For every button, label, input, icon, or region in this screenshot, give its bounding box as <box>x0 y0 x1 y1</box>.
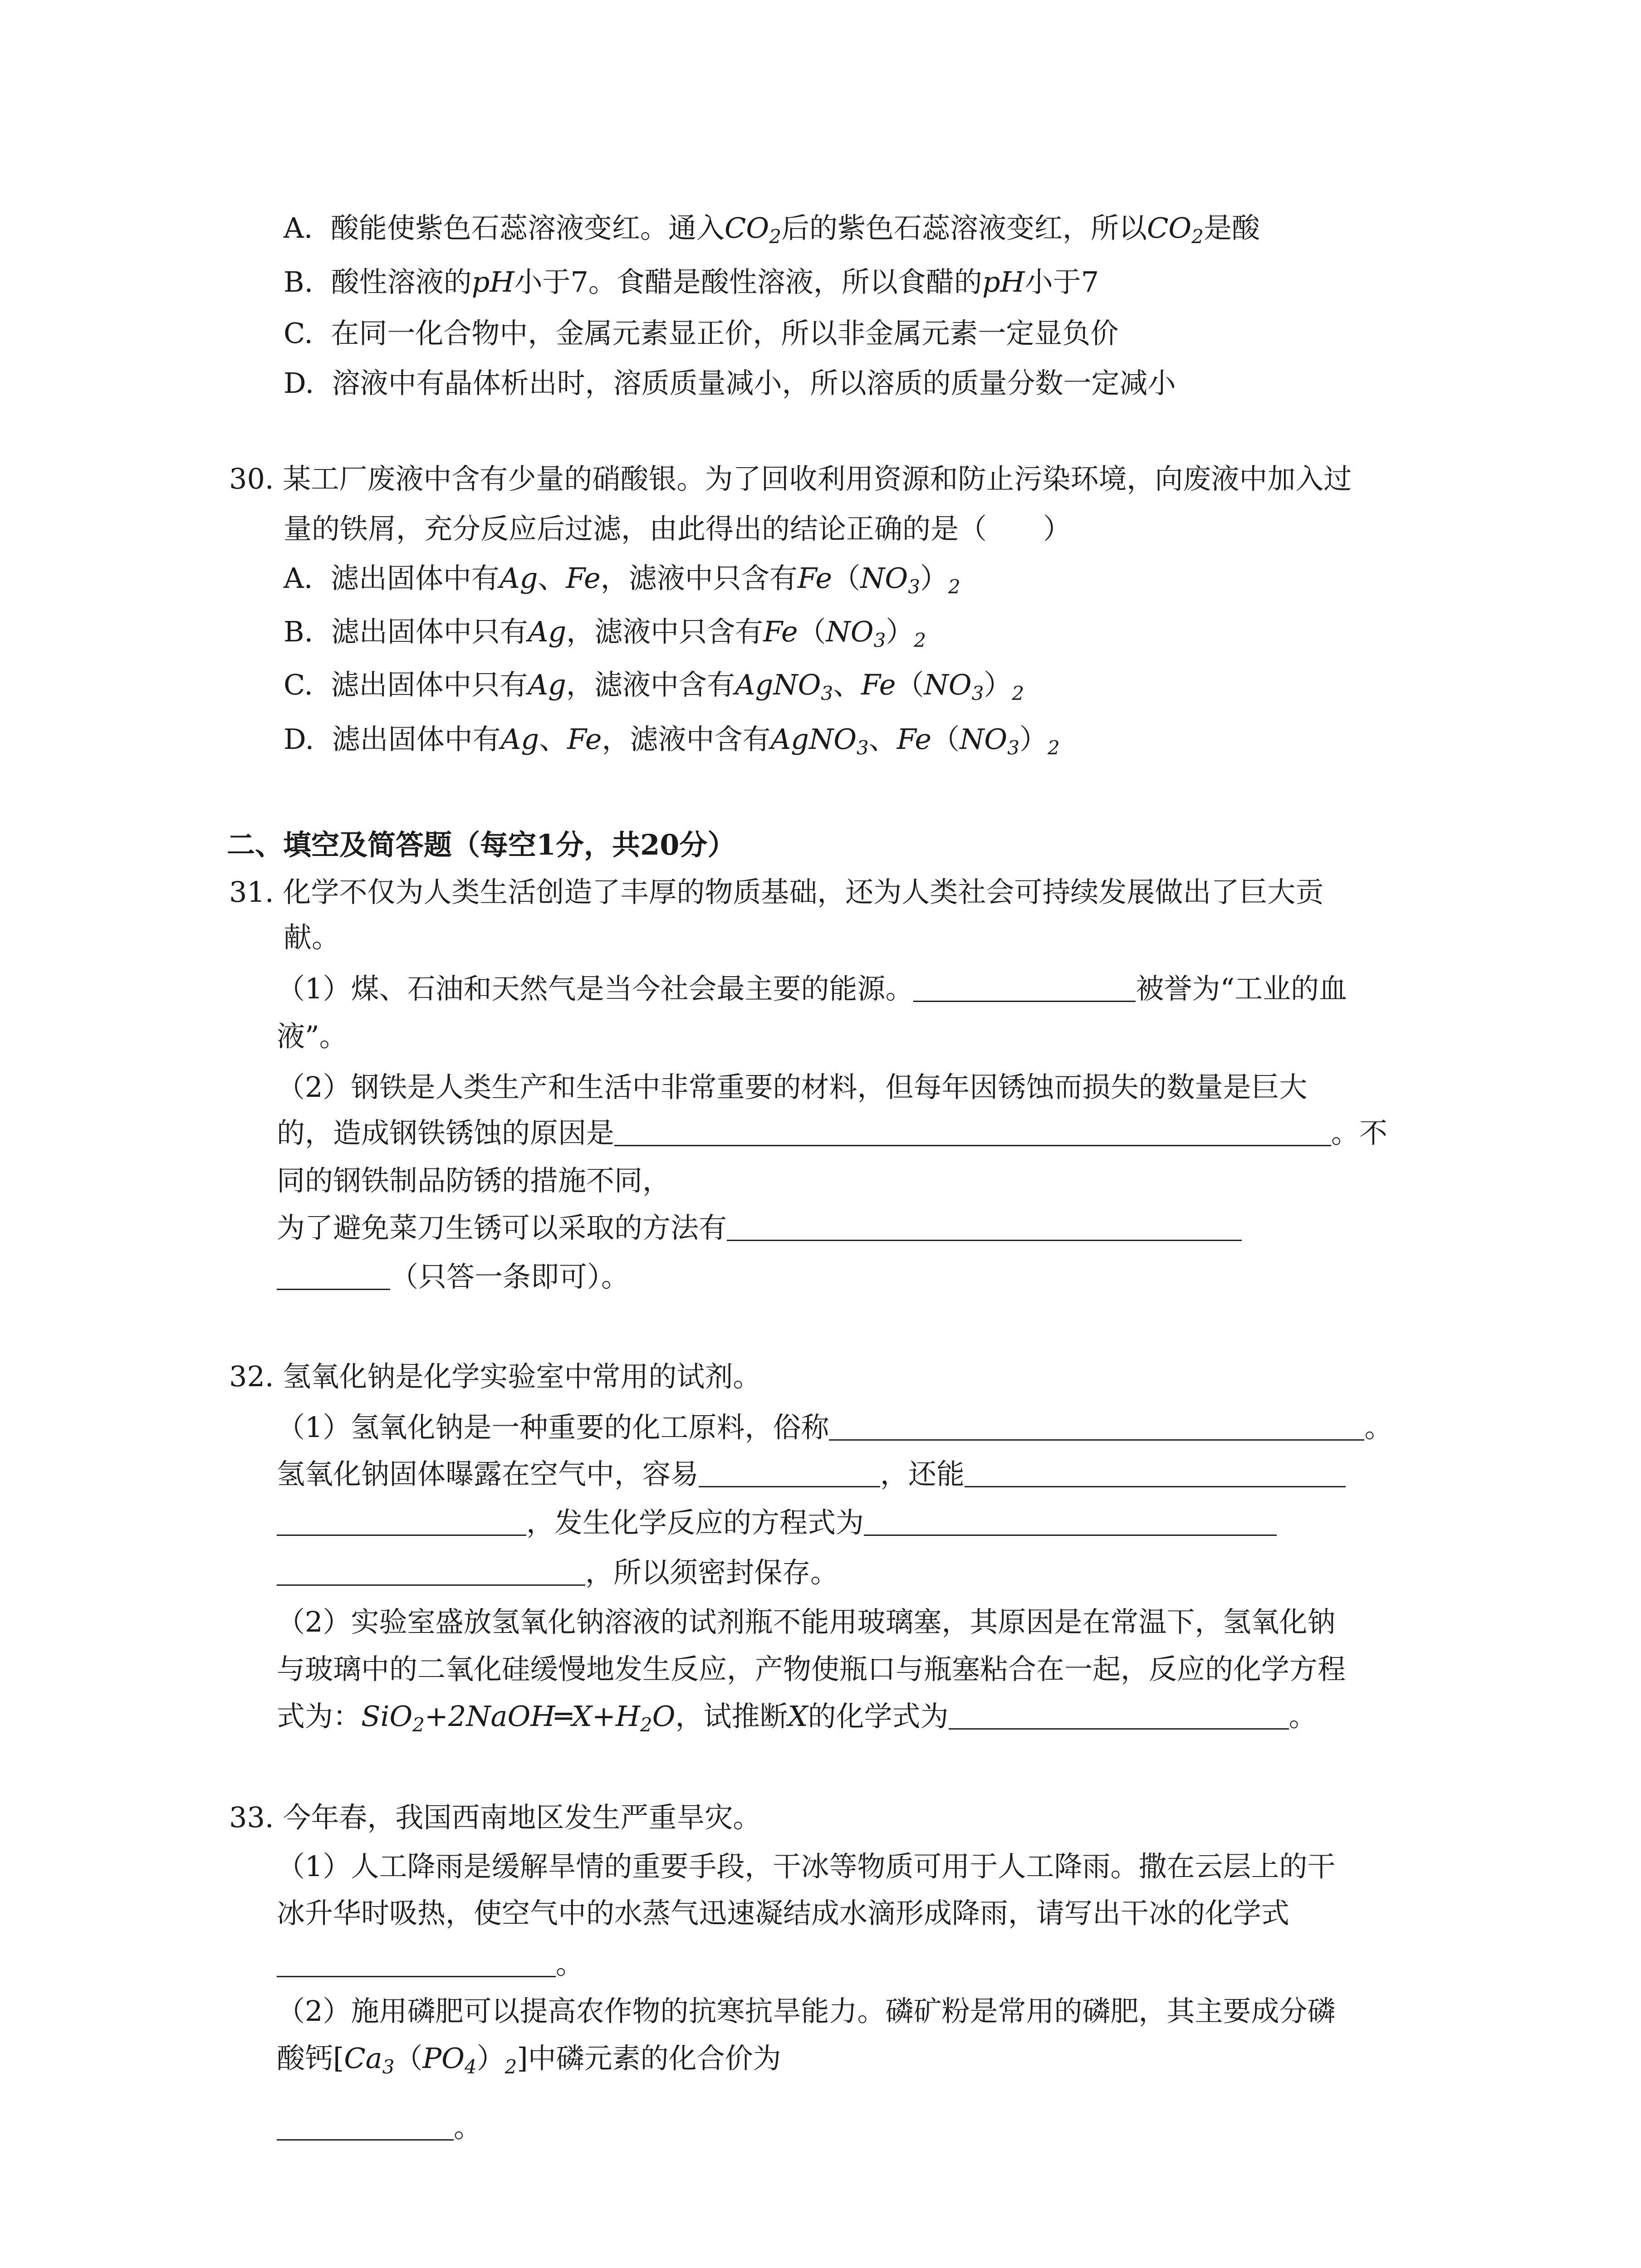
q32-part1-line1: （1）氢氧化钠是一种重要的化工原料，俗称 。 <box>277 1411 1393 1444</box>
q31-part1-line2: 液”。 <box>277 1020 348 1053</box>
q30-stem-line2: 量的铁屑，充分反应后过滤，由此得出的结论正确的是（ ） <box>284 512 1072 545</box>
q32-blank-5[interactable] <box>949 1700 1289 1730</box>
q32-blank-4a[interactable] <box>864 1506 1277 1536</box>
q30-option-b: B. 滤出固体中只有Ag，滤液中只含有$Fe(NO_3)_2$ <box>284 615 926 651</box>
q33-part1-line2: 冰升华时吸热，使空气中的水蒸气迅速凝结成水滴形成降雨，请写出干冰的化学式 <box>277 1897 1290 1930</box>
q33-stem: 33. 今年春，我国西南地区发生严重旱灾。 <box>229 1801 761 1834</box>
section-2-title: 二、填空及简答题（每空1分，共20分） <box>227 828 736 861</box>
q32-blank-3b[interactable] <box>277 1506 526 1536</box>
q30-option-a: A. 滤出固体中有Ag、Fe，滤液中只含有$Fe(NO_3)_2$ <box>284 562 960 598</box>
q33-blank-1[interactable] <box>277 1948 556 1977</box>
q32-blank-1[interactable] <box>829 1411 1364 1441</box>
q33-part2-line1: （2）施用磷肥可以提高农作物的抗寒抗旱能力。磷矿粉是常用的磷肥，其主要成分磷 <box>277 1994 1336 2028</box>
q32-blank-3a[interactable] <box>965 1458 1346 1487</box>
q31-blank-3b[interactable] <box>277 1261 390 1290</box>
q33-part1-line1: （1）人工降雨是缓解旱情的重要手段，干冰等物质可用于人工降雨。撒在云层上的干 <box>277 1850 1336 1883</box>
q30-option-d: D. 滤出固体中有Ag、Fe，滤液中含有AgNO$_3$、$Fe(NO_3)_2$ <box>284 723 1060 759</box>
q29-option-c: C. 在同一化合物中，金属元素显正价，所以非金属元素一定显负价 <box>284 317 1119 350</box>
q31-part2-line4: 为了避免菜刀生锈可以采取的方法有 <box>277 1210 1242 1246</box>
q32-blank-2[interactable] <box>699 1458 880 1487</box>
q31-stem-line2: 献。 <box>284 921 340 954</box>
q31-blank-1[interactable] <box>913 973 1136 1002</box>
q33-number: 33. <box>229 1801 274 1834</box>
q30-stem-line1: 30. 某工厂废液中含有少量的硝酸银。为了回收利用资源和防止污染环境，向废液中加入过 <box>229 462 1352 495</box>
q29-option-a: A. 酸能使紫色石蕊溶液变红。通入$CO_2$后的紫色石蕊溶液变红，所以$CO_2$是酸 <box>284 211 1260 248</box>
q32-part2-line3: 式为：$SiO_2+2NaOH═X+H_2O$，试推断X的化学式为 。 <box>277 1700 1317 1736</box>
q31-part2-line1: （2）钢铁是人类生产和生活中非常重要的材料，但每年因锈蚀而损失的数量是巨大 <box>277 1070 1308 1104</box>
q31-part2-line5: （只答一条即可）。 <box>277 1259 629 1295</box>
q31-stem-line1: 31. 化学不仅为人类生活创造了丰厚的物质基础，还为人类社会可持续发展做出了巨大贡 <box>229 875 1324 909</box>
q31-part2-line2: 的，造成钢铁锈蚀的原因是 。不 <box>277 1116 1388 1149</box>
q31-blank-2[interactable] <box>614 1117 1331 1146</box>
q30-option-c: C. 滤出固体中只有Ag，滤液中含有AgNO$_3$、$Fe(NO_3)_2$ <box>284 668 1024 704</box>
q32-blank-4b[interactable] <box>277 1556 585 1586</box>
q32-part2-line2: 与玻璃中的二氧化硅缓慢地发生反应，产物使瓶口与瓶塞粘合在一起，反应的化学方程 <box>277 1652 1346 1686</box>
q29-option-d: D. 溶液中有晶体析出时，溶质质量减小，所以溶质的质量分数一定减小 <box>284 367 1176 400</box>
q31-blank-3a[interactable] <box>727 1212 1242 1241</box>
q29-option-b: B. 酸性溶液的pH小于7。食醋是酸性溶液，所以食醋的pH小于7 <box>284 265 1099 298</box>
q33-part2-line2: 酸钙$[Ca_3(PO_4)_2]$中磷元素的化合价为 <box>277 2042 781 2078</box>
q33-blank-2[interactable] <box>277 2111 454 2141</box>
q31-number: 31. <box>229 875 274 909</box>
q32-part2-line1: （2）实验室盛放氢氧化钠溶液的试剂瓶不能用玻璃塞，其原因是在常温下，氢氧化钠 <box>277 1605 1336 1638</box>
q32-part1-line4: ，所以须密封保存。 <box>277 1554 838 1591</box>
q32-part1-line2: 氢氧化钠固体曝露在空气中，容易 ，还能 <box>277 1456 1346 1492</box>
q32-part1-line3: ，发生化学反应的方程式为 <box>277 1505 1277 1541</box>
q33-part2-line3: 。 <box>277 2109 482 2146</box>
q32-number: 32. <box>229 1360 274 1393</box>
q31-part1-line1: （1）煤、石油和天然气是当今社会最主要的能源。 被誉为“工业的血 <box>277 972 1347 1005</box>
q32-stem: 32. 氢氧化钠是化学实验室中常用的试剂。 <box>229 1360 761 1393</box>
q30-number: 30. <box>229 462 274 495</box>
q31-part2-line3: 同的钢铁制品防锈的措施不同， <box>277 1164 671 1197</box>
q33-part1-line3: 。 <box>277 1946 584 1982</box>
